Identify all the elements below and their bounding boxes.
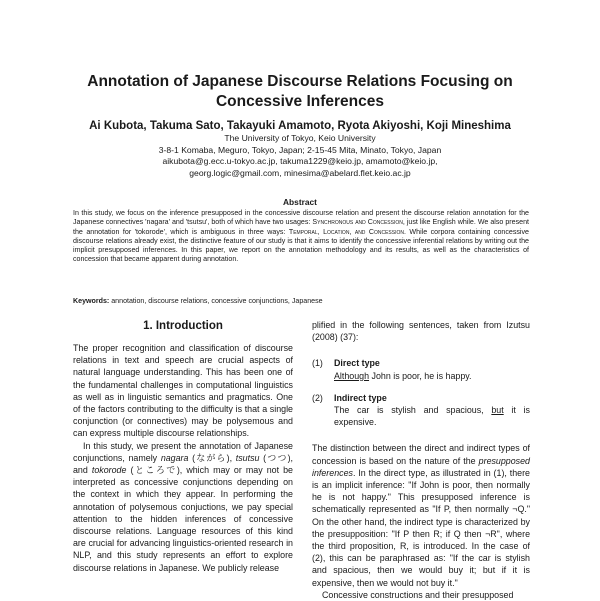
affiliation-line: The University of Tokyo, Keio University (224, 133, 376, 143)
abstract-body (73, 209, 529, 265)
continued-text: plified in the following sentences, taken from Izutsu (2008) (37): (312, 320, 530, 343)
emphasis: presupposed inferences (312, 455, 530, 478)
paragraph-text: The distinction between the direct and indirect types of concession is based on the nature of the (312, 443, 530, 466)
title-line-1: Annotation of Japanese Discourse Relations Focusing on (87, 73, 513, 90)
paragraph-text: (ながら), (188, 452, 236, 463)
intro-paragraph-1: The proper recognition and classification of discourse relations in text and speech are crucial aspects of natural language understanding. This has been one of the fundamental challenges in computational linguistics as well as in linguistic semantics and pragmatics. One of the factors contributing to the difficulty is that a single conjunction (or connectives) may be polysemous and can express multiple discourse relationships. (73, 343, 293, 439)
underlined-connective: but (491, 405, 504, 416)
sentence-text: John is poor, he is happy. (369, 370, 472, 381)
example-body (334, 357, 530, 381)
example-sentence (334, 370, 530, 382)
paragraph-text: . In the direct type, as illustrated in (1), there is an implicit inference: "If John is poor, then normally he is not happy." This presupposed inference is schematically represented as "If P, then normally ¬Q." On the other hand, the indirect type is characterized by the presupposition: "If P then R; if Q then ¬R", where the third proposition, R, is introduced. In the case of (2), this can be paraphrased as: "If the car is stylish and spacious, then we would buy it; but if it is expensive, then we would not buy it." (312, 467, 530, 588)
term-tokorode: tokorode (91, 465, 127, 476)
paragraph-text: (ところで), which may or may not be interpreted as concessive conjunctions depending on the context in which they appear. In performing the annotation of polysemous conjuctions, we pay special attention to the hidden inferences of concessive discourse relations. Language resources of this kind are crucial for advancing linguistics-oriented research in NLP, and this study represents an effort to explore discourse relations in Japanese. We publicly release (73, 465, 293, 573)
body-paragraph-tail: Concessive constructions and their presupposed (322, 589, 514, 600)
term-nagara: nagara (160, 452, 189, 463)
term-tsutsu: tsutsu (235, 452, 260, 463)
example-heading: Indirect type (334, 392, 387, 403)
example-number: (1) (312, 358, 323, 369)
left-column (73, 342, 293, 574)
email-line: aikubota@g.ecc.u-tokyo.ac.jp, takuma1229@keio.jp, amamoto@keio.jp, (162, 156, 438, 167)
sentence-text: The car is stylish and spacious, (334, 405, 492, 416)
keywords-line (73, 297, 529, 306)
example-number: (2) (312, 392, 323, 403)
sentence-text: it is expensive. (334, 405, 530, 428)
email-line: georg.logic@gmail.com, minesima@abelard.flet.keio.ac.jp (189, 167, 411, 178)
example-sentence (334, 404, 530, 428)
abstract-text: . While corpora containing concessive discourse relations already exist, the distinctive feature of our study is that it aims to identify the concessive inferential relations by writing out the implicit presupposed inferences. In this paper, we report on the annotation methodology and its results, as well as the characteristics of concession that became apparent during annotation. (73, 227, 529, 264)
body-paragraph (312, 442, 530, 588)
example-2 (312, 392, 530, 429)
keywords-label: Keywords: (73, 297, 110, 305)
paragraph-text: (つつ), and (73, 452, 293, 476)
author-list: Ai Kubota, Takuma Sato, Takayuki Amamoto, Ryota Akiyoshi, Koji Mineshima (89, 120, 511, 132)
section-heading: 1. Introduction (143, 320, 223, 332)
address-line: 3-8-1 Komaba, Meguro, Tokyo, Japan; 2-15-45 Mita, Minato, Tokyo, Japan (158, 144, 442, 155)
example-1 (312, 357, 530, 381)
abstract-smallcaps: Synchronous and Concession (312, 218, 403, 227)
abstract-text: , just like English while. We also present the annotation for 'tokorode', which is ambiguous in three ways: (73, 218, 529, 236)
intro-paragraph-2 (73, 440, 293, 574)
example-body (334, 392, 530, 429)
paper-title (40, 72, 560, 112)
affiliation-block (40, 133, 560, 179)
example-heading: Direct type (334, 358, 380, 369)
abstract-text: In this study, we focus on the inference presupposed in the concessive discourse relation and present the discourse relation annotation for the Japanese connectives 'nagara' and 'tsutsu', both of which have two usages: (73, 209, 529, 227)
paragraph-text: In this study, we present the annotation of Japanese conjunctions, namely (73, 440, 293, 463)
underlined-connective: Although (334, 370, 370, 381)
abstract-heading: Abstract (283, 197, 317, 207)
title-line-2: Concessive Inferences (215, 93, 384, 110)
keywords-text: annotation, discourse relations, concessive conjunctions, Japanese (109, 297, 323, 305)
right-column (312, 319, 530, 601)
abstract-smallcaps: Temporal, Location, and Concession (288, 227, 404, 236)
